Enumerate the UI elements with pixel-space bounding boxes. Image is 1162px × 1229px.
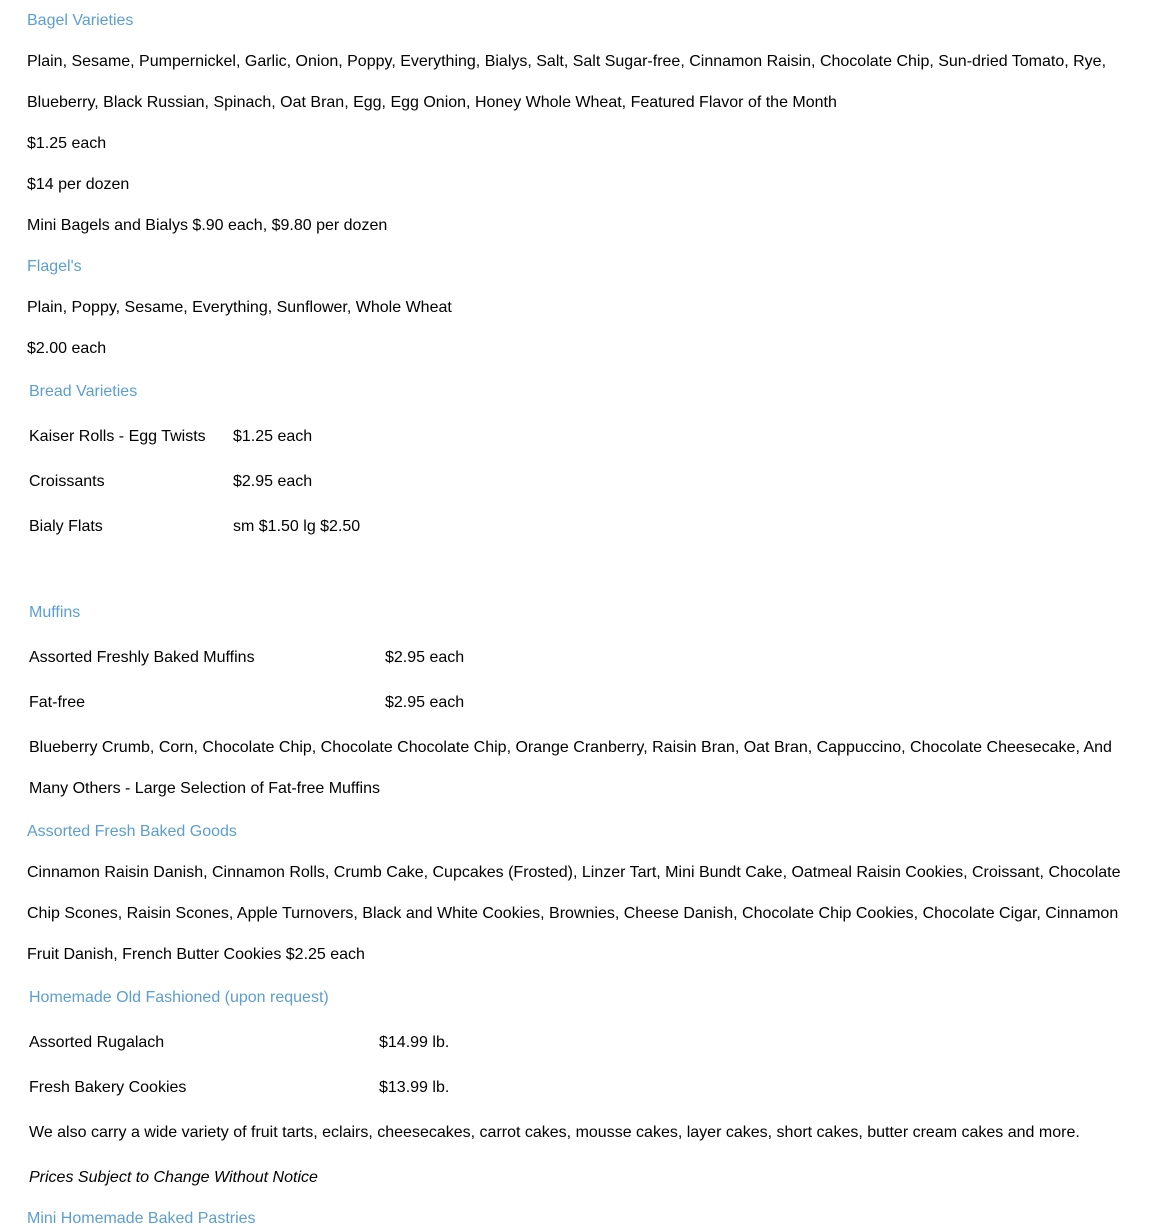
baked-goods-heading: Assorted Fresh Baked Goods [27,823,237,840]
item-name: Assorted Rugalach [29,1034,165,1051]
item-name: Fresh Bakery Cookies [29,1079,187,1096]
also-carry-note: We also carry a wide variety of fruit tarts, eclairs, cheesecakes, carrot cakes, mousse cakes, layer cakes, short cakes, butter cream cakes and more. [29,1124,1080,1141]
homemade-heading: Homemade Old Fashioned (upon request) [29,989,329,1006]
item-name: Fat-free [29,694,86,711]
baked-goods-list-line1: Cinnamon Raisin Danish, Cinnamon Rolls, Crumb Cake, Cupcakes (Frosted), Linzer Tart, Mini Bundt Cake, Oatmeal Raisin Cookies, Croissant, Chocolate [27,864,1121,881]
bagel-varieties-heading: Bagel Varieties [27,12,134,29]
bagel-price-dozen: $14 per dozen [27,176,130,193]
bread-varieties-heading: Bread Varieties [29,383,138,400]
flagels-price: $2.00 each [27,340,107,357]
item-name: Bialy Flats [29,518,103,535]
item-price: $2.95 each [233,473,313,490]
baked-goods-list-line2: Chip Scones, Raisin Scones, Apple Turnovers, Black and White Cookies, Brownies, Cheese Danish, Chocolate Chip Cookies, Chocolate Cigar, Cinnamon [27,905,1119,922]
item-price: $1.25 each [233,428,313,445]
flagels-varieties-list: Plain, Poppy, Sesame, Everything, Sunflower, Whole Wheat [27,299,452,316]
item-name: Assorted Freshly Baked Muffins [29,649,255,666]
price-notice: Prices Subject to Change Without Notice [29,1169,318,1186]
table-row [29,1078,186,1098]
muffins-heading: Muffins [29,604,81,621]
item-price: $2.95 each [385,694,465,711]
bagel-varieties-list-line2: Blueberry, Black Russian, Spinach, Oat Bran, Egg, Egg Onion, Honey Whole Wheat, Featured Flavor of the Month [27,94,837,111]
muffin-varieties-list-line1: Blueberry Crumb, Corn, Chocolate Chip, Chocolate Chocolate Chip, Orange Cranberry, Raisin Bran, Oat Bran, Cappuccino, Chocolate Cheesecake, And [29,739,1112,756]
item-price: $14.99 lb. [379,1034,450,1051]
flagels-heading: Flagel's [27,258,82,275]
table-row [29,427,206,447]
table-row [29,1033,164,1053]
item-price: $13.99 lb. [379,1079,450,1096]
baked-goods-list-line3: Fruit Danish, French Butter Cookies $2.25 each [27,946,365,963]
table-row [29,517,103,537]
item-price: $2.95 each [385,649,465,666]
bagel-price-each: $1.25 each [27,135,107,152]
table-row [29,693,85,713]
item-name: Kaiser Rolls - Egg Twists [29,428,206,445]
muffin-varieties-list-line2: Many Others - Large Selection of Fat-free Muffins [29,780,380,797]
item-name: Croissants [29,473,105,490]
mini-pastries-heading: Mini Homemade Baked Pastries [27,1210,256,1227]
item-price: sm $1.50 lg $2.50 [233,518,361,535]
bagel-varieties-list-line1: Plain, Sesame, Pumpernickel, Garlic, Onion, Poppy, Everything, Bialys, Salt, Salt Sugar-free, Cinnamon Raisin, Chocolate Chip, Sun-dried Tomato, Rye, [27,53,1107,70]
table-row [29,648,255,668]
mini-bagels-price: Mini Bagels and Bialys $.90 each, $9.80 per dozen [27,217,388,234]
table-row [29,472,105,492]
